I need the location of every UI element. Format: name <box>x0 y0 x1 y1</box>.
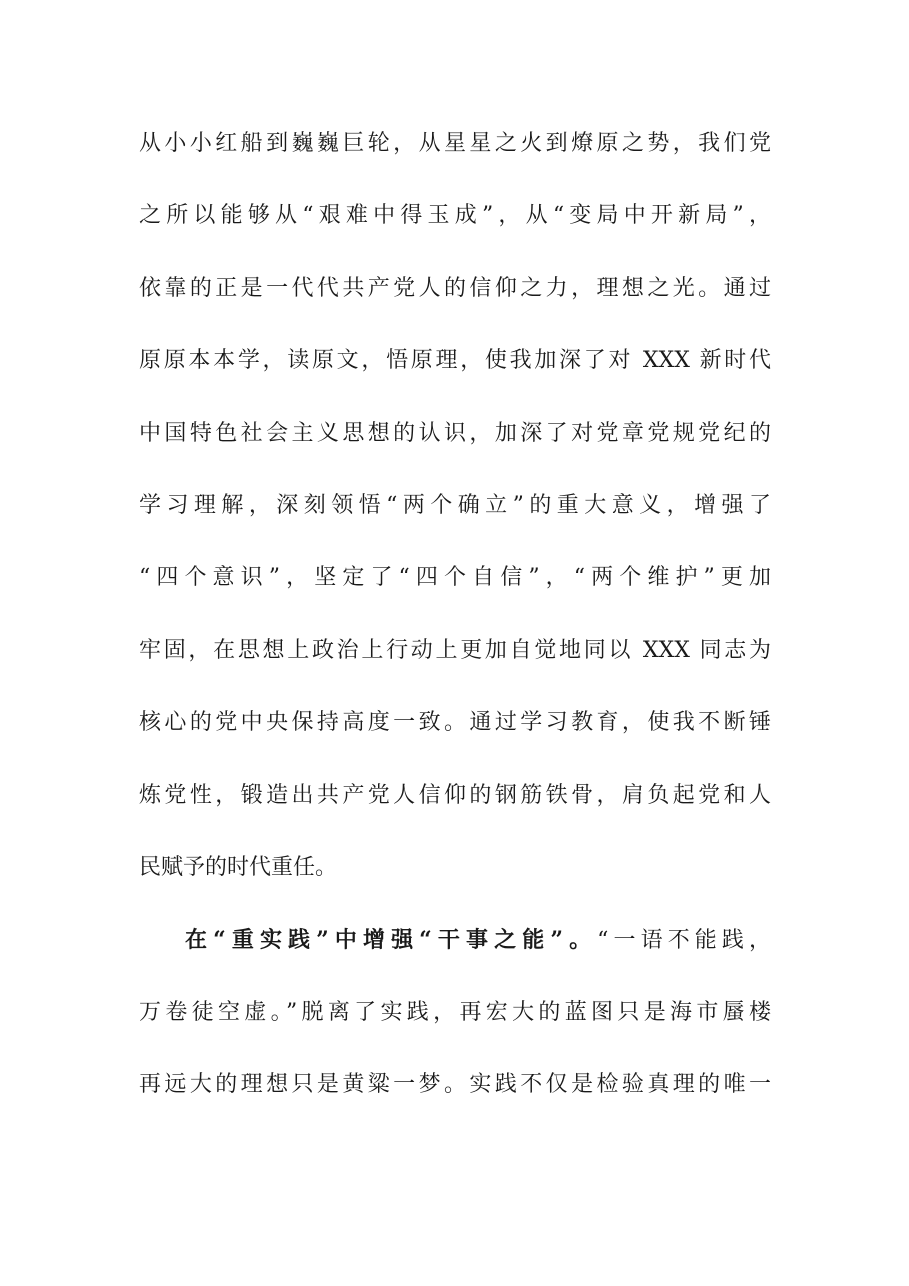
paragraph-line: 炼党性，锻造出共产党人信仰的钢筋铁骨，肩负起党和人 <box>139 782 771 808</box>
paragraph-line: “四个意识”，坚定了“四个自信”，“两个维护”更加 <box>139 565 771 591</box>
paragraph-line: 再远大的理想只是黄粱一梦。实践不仅是检验真理的唯一 <box>139 1072 771 1098</box>
paragraph-line: 之所以能够从“艰难中得玉成”，从“变局中开新局”， <box>139 203 771 229</box>
section-heading: 在“重实践”中增强“干事之能”。 <box>185 927 598 954</box>
paragraph-line: 原原本本学，读原文，悟原理，使我加深了对 XXX 新时代 <box>139 348 771 374</box>
paragraph-line: 中国特色社会主义思想的认识，加深了对党章党规党纪的 <box>139 420 771 446</box>
paragraph-line: 核心的党中央保持高度一致。通过学习教育，使我不断锤 <box>139 710 771 736</box>
paragraph-line: 民赋予的时代重任。 <box>139 854 338 880</box>
body-text <box>139 119 771 1132</box>
paragraph-line: 从小小红船到巍巍巨轮，从星星之火到燎原之势，我们党 <box>139 131 771 156</box>
paragraph-line: 学习理解，深刻领悟“两个确立”的重大意义，增强了 <box>139 492 771 518</box>
paragraph-line: 牢固，在思想上政治上行动上更加自觉地同以 XXX 同志为 <box>139 637 771 663</box>
paragraph-heading-line <box>139 915 771 987</box>
heading-line-text: “一语不能践， <box>597 928 771 954</box>
paragraph-line: 万卷徒空虚。”脱离了实践，再宏大的蓝图只是海市蜃楼 <box>139 999 771 1025</box>
paragraph-line: 依靠的正是一代代共产党人的信仰之力，理想之光。通过 <box>139 275 771 301</box>
